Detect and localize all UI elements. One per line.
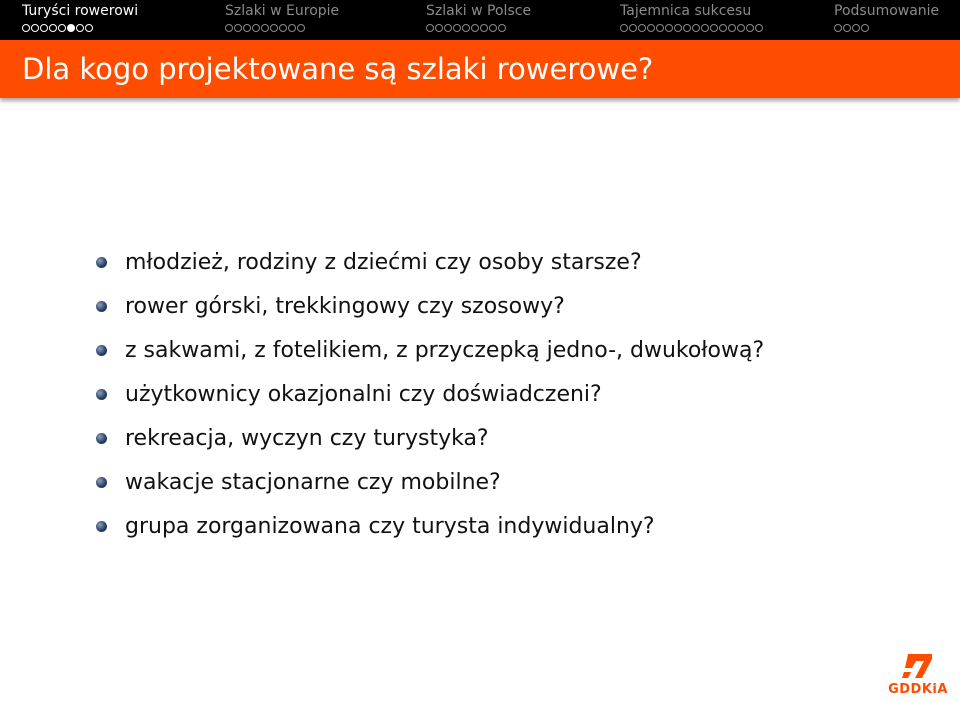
nav-dots [225, 24, 305, 34]
nav-section-title[interactable]: Szlaki w Polsce [426, 3, 532, 19]
list-item [96, 284, 764, 328]
nav-dot[interactable] [638, 24, 646, 32]
nav-dot[interactable] [728, 24, 736, 32]
nav-dot[interactable] [746, 24, 754, 32]
nav-dot[interactable] [22, 24, 30, 32]
nav-dot[interactable] [261, 24, 269, 32]
nav-dot[interactable] [49, 24, 57, 32]
nav-dot[interactable] [234, 24, 242, 32]
nav-section-title[interactable]: Turyści rowerowi [22, 3, 139, 19]
nav-dots [22, 24, 93, 34]
list-item [96, 416, 764, 460]
list-item-text: rekreacja, wyczyn czy turystyka? [125, 425, 489, 451]
list-item-text: rower górski, trekkingowy czy szosowy? [125, 293, 565, 319]
nav-dot[interactable] [852, 24, 860, 32]
nav-dot[interactable] [701, 24, 709, 32]
nav-dot[interactable] [737, 24, 745, 32]
nav-dot[interactable] [243, 24, 251, 32]
bullet-icon [96, 521, 107, 532]
nav-dot[interactable] [225, 24, 233, 32]
nav-dot[interactable] [656, 24, 664, 32]
nav-dot[interactable] [683, 24, 691, 32]
nav-dot[interactable] [40, 24, 48, 32]
nav-dot[interactable] [755, 24, 763, 32]
nav-dot[interactable] [76, 24, 84, 32]
nav-dot[interactable] [692, 24, 700, 32]
nav-dot[interactable] [647, 24, 655, 32]
nav-dot[interactable] [719, 24, 727, 32]
nav-dot[interactable] [471, 24, 479, 32]
nav-dots [620, 24, 763, 34]
bullet-icon [96, 257, 107, 268]
frame-title: Dla kogo projektowane są szlaki rowerowe? [22, 52, 654, 86]
gddkia-logo [882, 652, 954, 700]
nav-dot[interactable] [498, 24, 506, 32]
nav-section-title[interactable]: Tajemnica sukcesu [620, 3, 752, 19]
nav-dot[interactable] [435, 24, 443, 32]
list-item-text: z sakwami, z fotelikiem, z przyczepką jedno-, dwukołową? [125, 337, 765, 363]
nav-dot[interactable] [270, 24, 278, 32]
bullet-icon [96, 345, 107, 356]
nav-dot[interactable] [297, 24, 305, 32]
list-item-text: wakacje stacjonarne czy mobilne? [125, 469, 501, 495]
nav-dot[interactable] [85, 24, 93, 32]
nav-dot[interactable] [444, 24, 452, 32]
navigation-bar [0, 0, 960, 40]
list-item [96, 240, 764, 284]
nav-dot[interactable] [861, 24, 869, 32]
frame-title-bar [0, 40, 960, 98]
nav-dot[interactable] [665, 24, 673, 32]
nav-dot[interactable] [620, 24, 628, 32]
list-item [96, 504, 764, 548]
bullet-list [96, 240, 764, 548]
nav-dot-current[interactable] [67, 24, 75, 32]
bullet-icon [96, 389, 107, 400]
nav-dot[interactable] [629, 24, 637, 32]
nav-section-title[interactable]: Podsumowanie [834, 3, 940, 19]
nav-dot[interactable] [252, 24, 260, 32]
nav-dot[interactable] [834, 24, 842, 32]
nav-dot[interactable] [674, 24, 682, 32]
nav-dot[interactable] [453, 24, 461, 32]
nav-dot[interactable] [710, 24, 718, 32]
list-item-text: użytkownicy okazjonalni czy doświadczeni? [125, 381, 602, 407]
nav-dot[interactable] [426, 24, 434, 32]
nav-dot[interactable] [279, 24, 287, 32]
nav-dots [426, 24, 506, 34]
nav-dot[interactable] [31, 24, 39, 32]
list-item [96, 328, 764, 372]
nav-dot[interactable] [462, 24, 470, 32]
bullet-icon [96, 301, 107, 312]
nav-dot[interactable] [288, 24, 296, 32]
bullet-icon [96, 433, 107, 444]
list-item-text: grupa zorganizowana czy turysta indywidualny? [125, 513, 655, 539]
bullet-icon [96, 477, 107, 488]
nav-dot[interactable] [843, 24, 851, 32]
nav-dots [834, 24, 869, 34]
nav-section-title[interactable]: Szlaki w Europie [225, 3, 340, 19]
list-item [96, 460, 764, 504]
nav-dot[interactable] [58, 24, 66, 32]
logo-mark-icon [902, 652, 934, 680]
list-item-text: młodzież, rodziny z dziećmi czy osoby starsze? [125, 249, 642, 275]
logo-text: GDDKiA [888, 682, 948, 697]
nav-dot[interactable] [480, 24, 488, 32]
nav-dot[interactable] [489, 24, 497, 32]
list-item [96, 372, 764, 416]
